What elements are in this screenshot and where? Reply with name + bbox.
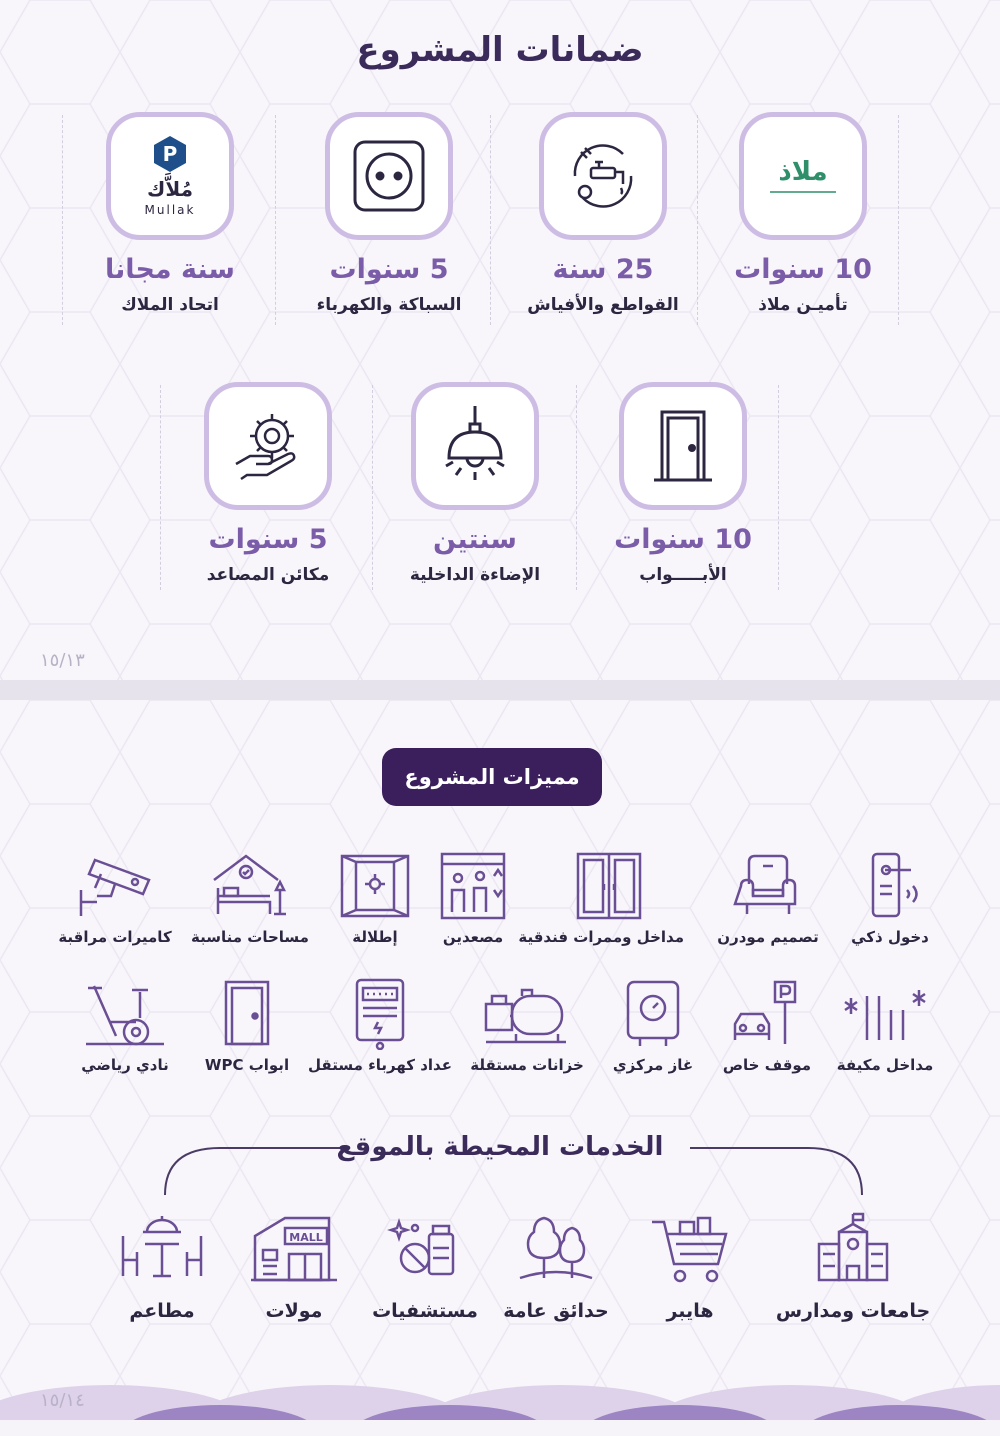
feature-label: موقف خاص <box>722 1056 812 1074</box>
school-mosque-icon <box>813 1210 893 1286</box>
feature-label: غاز مركزي <box>612 1056 694 1074</box>
bedroom-icon <box>210 850 290 922</box>
malath-logo <box>758 146 848 206</box>
svg-text:MALL: MALL <box>289 1231 323 1244</box>
guarantee-malath-insurance <box>688 112 918 315</box>
feature-label: مداخل وممرات فندقية <box>518 928 684 946</box>
exercise-bike-icon <box>80 978 170 1050</box>
svg-text:Mullak: Mullak <box>144 203 196 217</box>
guarantee-label: الإضاءة الداخلية <box>409 565 541 585</box>
water-tank-icon <box>482 978 572 1050</box>
smart-lock-icon <box>855 850 925 922</box>
mullak-logo-box <box>106 112 234 240</box>
guarantee-label: الأبـــــواب <box>639 565 727 585</box>
guarantee-value: سنتين <box>433 524 517 555</box>
guarantee-value: سنة مجانا <box>105 254 235 285</box>
trees-icon <box>516 1210 596 1286</box>
service-label: مولات <box>265 1300 323 1322</box>
ac-snowflake-icon <box>835 978 935 1050</box>
guarantee-label: اتحاد الملاك <box>121 295 219 315</box>
power-socket-icon <box>349 136 429 216</box>
feature-item <box>452 978 602 1074</box>
faucet-plug-icon <box>561 134 645 218</box>
feature-label: نادي رياضي <box>81 1056 169 1074</box>
svg-text:مُلاَّك: مُلاَّك <box>147 177 193 201</box>
guarantees-page <box>0 0 1000 680</box>
guarantee-label: القواطع والأفياش <box>527 295 679 315</box>
parking-car-icon <box>727 978 807 1050</box>
feature-item <box>40 850 190 946</box>
feature-label: إطلالة <box>352 928 398 946</box>
door-icon <box>648 406 718 486</box>
gas-heater-icon <box>618 978 688 1050</box>
service-label: هايبر <box>666 1300 714 1322</box>
door-icon <box>212 978 282 1050</box>
door-box <box>619 382 747 510</box>
guarantee-value: 10 سنوات <box>614 524 752 555</box>
hand-gear-box <box>204 382 332 510</box>
service-item <box>82 1210 242 1322</box>
mullak-logo <box>120 126 220 226</box>
restaurant-icon <box>117 1210 207 1286</box>
guarantee-switches-sockets <box>488 112 718 315</box>
guarantee-lighting <box>360 382 590 585</box>
armchair-icon <box>733 850 803 922</box>
service-item <box>773 1210 933 1322</box>
feature-label: ابواب WPC <box>204 1056 290 1074</box>
mall-building-icon <box>249 1210 339 1286</box>
pendant-lamp-icon <box>435 404 515 488</box>
guarantee-plumbing-electric <box>274 112 504 315</box>
service-label: مستشفيات <box>372 1300 478 1322</box>
feature-label: تصميم مودرن <box>717 928 819 946</box>
feature-label: عداد كهرباء مستقل <box>308 1056 452 1074</box>
guarantees-title: ضمانات المشروع <box>356 30 644 70</box>
guarantee-value: 5 سنوات <box>208 524 328 555</box>
feature-item <box>518 850 684 946</box>
svg-text:P: P <box>162 142 178 166</box>
feature-label: مداخل مكيفة <box>836 1056 934 1074</box>
faucet-plug-box <box>539 112 667 240</box>
service-label: حدائق عامة <box>503 1300 609 1322</box>
feature-label: كاميرات مراقبة <box>58 928 172 946</box>
features-page <box>0 700 1000 1420</box>
pendant-lamp-box <box>411 382 539 510</box>
shopping-cart-icon <box>650 1210 730 1286</box>
page-separator <box>0 680 1000 700</box>
guarantee-value: 25 سنة <box>552 254 654 285</box>
page-number: ١٥/١٤ <box>40 1390 85 1411</box>
window-icon <box>340 850 410 922</box>
malath-logo-box <box>739 112 867 240</box>
hand-gear-icon <box>228 406 308 486</box>
guarantee-elevator-machines <box>153 382 383 585</box>
page-number: ١٥/١٣ <box>40 650 85 671</box>
guarantee-label: تأميـن ملاذ <box>758 295 848 315</box>
services-title: الخدمات المحيطة بالموقع <box>336 1132 664 1162</box>
guarantee-owners-union <box>55 112 285 315</box>
power-socket-box <box>325 112 453 240</box>
feature-label: مساحات مناسبة <box>191 928 309 946</box>
feature-label: مصعدين <box>442 928 504 946</box>
guarantee-label: مكائن المصاعد <box>206 565 330 585</box>
feature-item <box>50 978 200 1074</box>
guarantee-value: 10 سنوات <box>734 254 872 285</box>
electric-meter-icon <box>345 978 415 1050</box>
feature-label: دخول ذكي <box>851 928 929 946</box>
guarantee-value: 5 سنوات <box>329 254 449 285</box>
features-title-pill: مميزات المشروع <box>382 748 602 806</box>
guarantee-label: السباكة والكهرباء <box>316 295 462 315</box>
svg-text:ملاذ: ملاذ <box>778 157 828 187</box>
feature-item <box>175 850 325 946</box>
cctv-camera-icon <box>75 850 155 922</box>
service-label: مطاعم <box>129 1300 195 1322</box>
double-door-icon <box>574 850 644 922</box>
feature-item <box>693 850 843 946</box>
service-label: جامعات ومدارس <box>775 1300 931 1322</box>
feature-item <box>305 978 455 1074</box>
feature-label: خزانات مستقلة <box>470 1056 584 1074</box>
guarantee-doors <box>568 382 798 585</box>
medicine-icon <box>385 1210 465 1286</box>
